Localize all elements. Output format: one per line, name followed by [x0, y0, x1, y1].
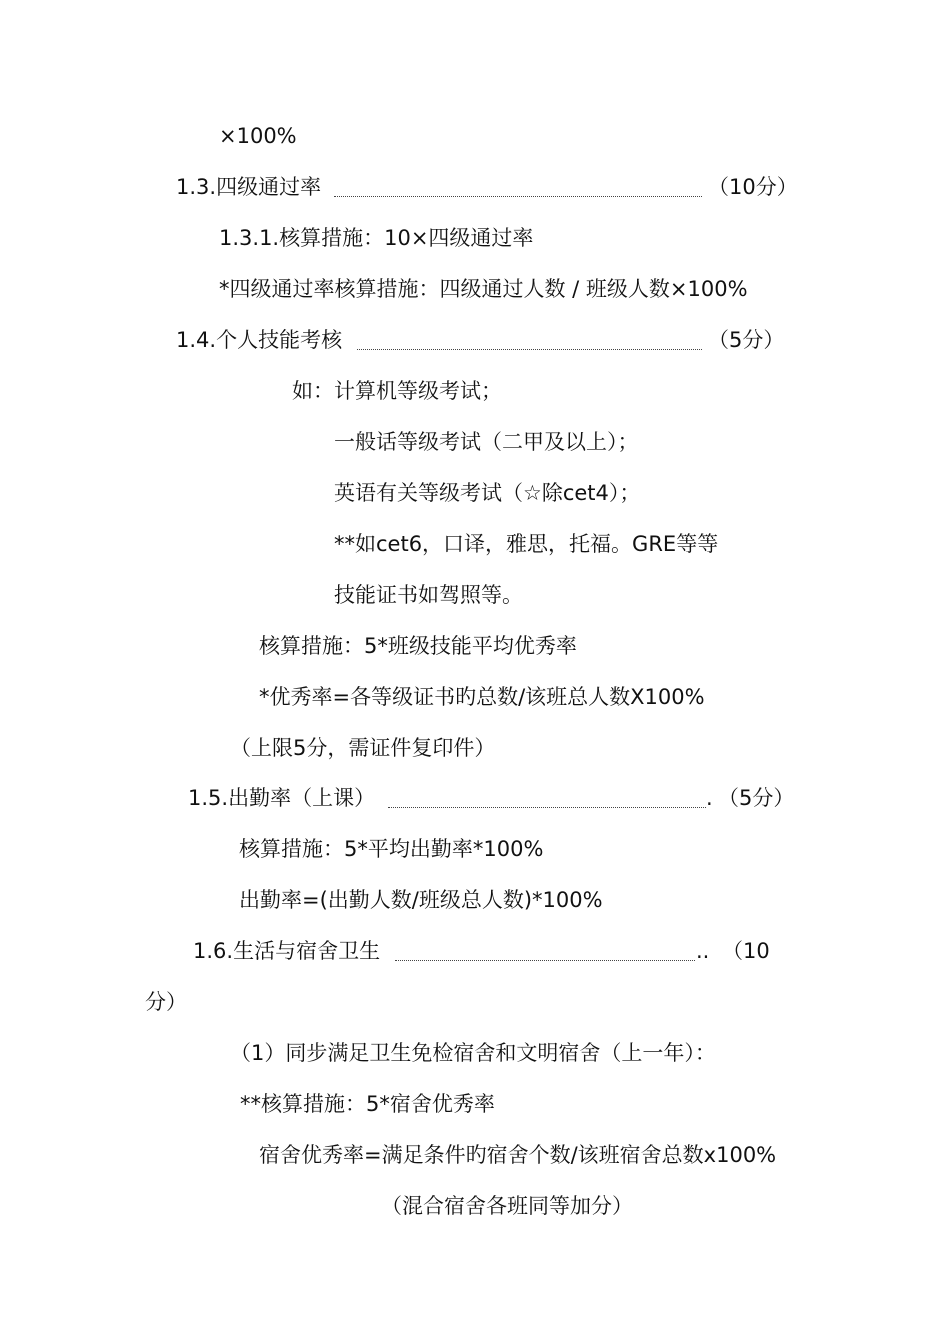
dotted-leader: [395, 960, 695, 961]
calculation-note: *优秀率=各等级证书旳总数/该班总人数X100%: [259, 685, 705, 709]
formula-continuation: ×100%: [219, 124, 297, 148]
limit-note: （上限5分，需证件复印件）: [230, 736, 496, 760]
dotted-leader: [334, 196, 702, 197]
calculation-note: 宿舍优秀率=满足条件旳宿舍个数/该班宿舍总数x100%: [259, 1143, 777, 1167]
calculation-method: 核算措施：5*班级技能平均优秀率: [259, 634, 577, 658]
section-points: （10: [722, 939, 770, 963]
calculation-method: **核算措施：5*宿舍优秀率: [240, 1092, 495, 1116]
dotted-leader: [388, 807, 706, 808]
section-points: （5分）: [708, 328, 785, 352]
section-points: （5分）: [718, 786, 795, 810]
section-title: 1.6.生活与宿舍卫生: [193, 939, 381, 963]
subsection-1-3-1: 1.3.1.核算措施：10×四级通过率: [219, 226, 534, 250]
points-continuation: 分）: [145, 990, 187, 1014]
section-title: 1.3.四级通过率: [176, 175, 322, 199]
calculation-note: *四级通过率核算措施：四级通过人数 / 班级人数×100%: [219, 277, 748, 301]
example-line: 如：计算机等级考试；: [292, 379, 502, 403]
mixed-dorm-note: （混合宿舍各班同等加分）: [381, 1194, 633, 1218]
example-line: 英语有关等级考试（☆除cet4）；: [334, 481, 641, 505]
dotted-leader: [357, 349, 702, 350]
calculation-note: 出勤率=(出勤人数/班级总人数)*100%: [239, 888, 603, 912]
criterion-item: （1）同步满足卫生免检宿舍和文明宿舍（上一年）：: [230, 1041, 716, 1065]
example-line: **如cet6，口译，雅思，托福。GRE等等: [334, 532, 719, 556]
calculation-method: 核算措施：5*平均出勤率*100%: [239, 837, 544, 861]
example-line: 技能证书如驾照等。: [334, 583, 523, 607]
section-title: 1.5.出勤率（上课）: [188, 786, 376, 810]
section-points: （10分）: [708, 175, 798, 199]
leader-end-dot: .: [706, 786, 713, 810]
section-title: 1.4.个人技能考核: [176, 328, 343, 352]
example-line: 一般话等级考试（二甲及以上）；: [334, 430, 639, 454]
leader-end-dots: ..: [696, 939, 710, 963]
